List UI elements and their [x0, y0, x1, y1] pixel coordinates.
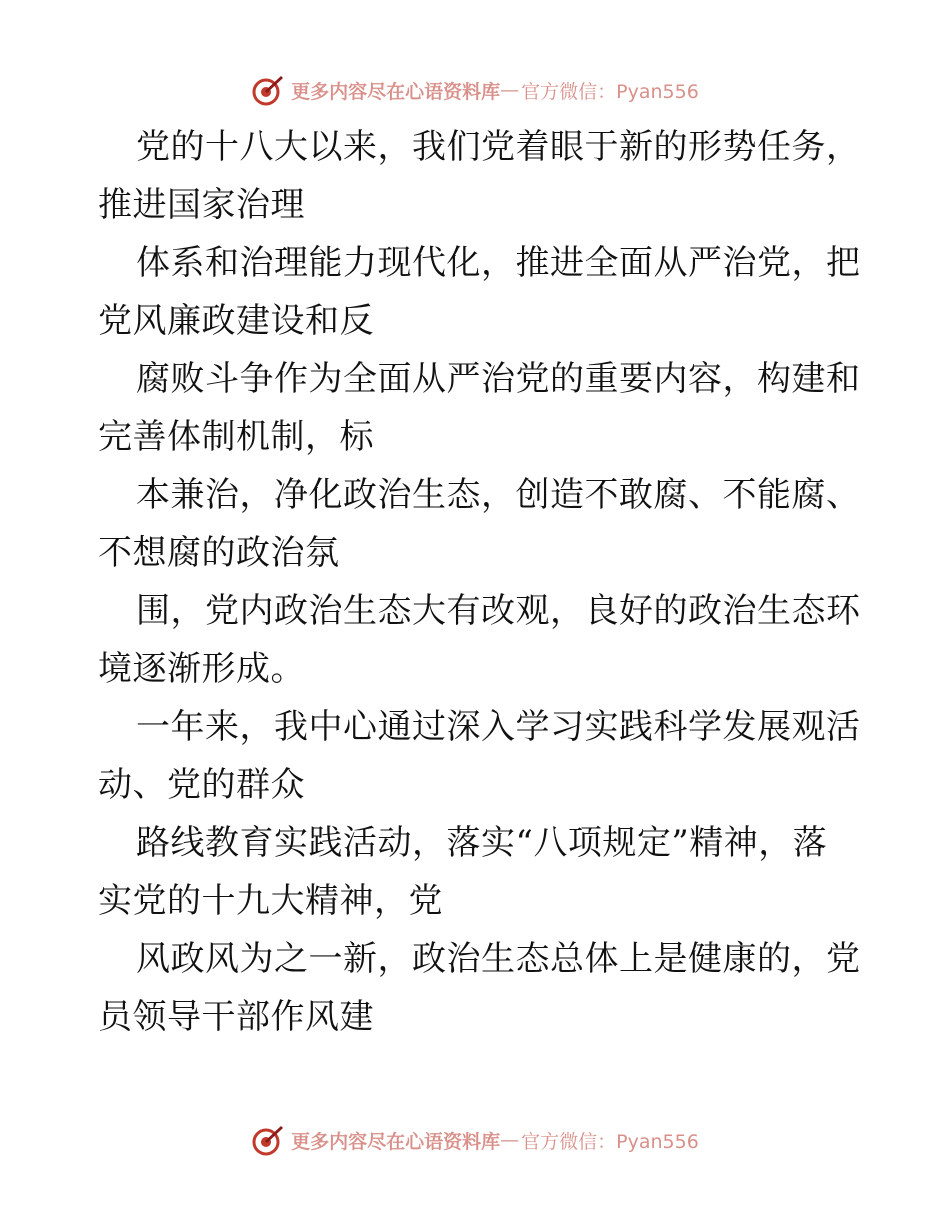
paragraph-line: 本兼治，净化政治生态，创造不敢腐、不能腐、: [136, 475, 861, 515]
paragraph-line: 一年来，我中心通过深入学习实践科学发展观活: [136, 707, 861, 747]
document-body: [98, 118, 861, 1046]
paragraph-line: 员领导干部作风建: [98, 997, 374, 1037]
paragraph: [98, 234, 861, 350]
paragraph-line: 动、党的群众: [98, 765, 305, 805]
paragraph: [98, 930, 861, 1046]
paragraph: [98, 350, 861, 466]
paragraph: [98, 582, 861, 698]
paragraph: [98, 466, 861, 582]
paragraph-line: 实党的十九大精神，党: [98, 881, 443, 921]
footer-banner: [0, 1120, 950, 1160]
footer-brand-text: 更多内容尽在心语资料库: [291, 1130, 501, 1153]
paragraph-line: 腐败斗争作为全面从严治党的重要内容，构建和: [136, 359, 861, 399]
header-banner: [0, 70, 950, 110]
paragraph-line: 不想腐的政治氛: [98, 533, 340, 573]
footer-wechat-text: 官方微信：Pyan556: [521, 1130, 699, 1153]
paragraph-line: 完善体制机制，标: [98, 417, 374, 457]
paragraph-line: 党的十八大以来，我们党着眼于新的形势任务，: [136, 127, 861, 167]
footer-separator: —: [500, 1129, 520, 1151]
pen-logo-icon: [251, 1123, 285, 1157]
paragraph-line: 路线教育实践活动，落实“八项规定”精神，落: [136, 823, 828, 863]
paragraph-line: 围，党内政治生态大有改观，良好的政治生态环: [136, 591, 861, 631]
header-brand-text: 更多内容尽在心语资料库: [291, 80, 501, 103]
paragraph: [98, 118, 861, 234]
paragraph-line: 境逐渐形成。: [98, 649, 305, 689]
paragraph-line: 党风廉政建设和反: [98, 301, 374, 341]
paragraph-line: 体系和治理能力现代化，推进全面从严治党，把: [136, 243, 861, 283]
paragraph: [98, 698, 861, 814]
pen-logo-icon: [251, 73, 285, 107]
paragraph-line: 风政风为之一新，政治生态总体上是健康的，党: [136, 939, 861, 979]
header-separator: —: [500, 79, 520, 101]
paragraph: [98, 814, 858, 930]
paragraph-line: 推进国家治理: [98, 185, 305, 225]
header-wechat-text: 官方微信：Pyan556: [521, 80, 699, 103]
